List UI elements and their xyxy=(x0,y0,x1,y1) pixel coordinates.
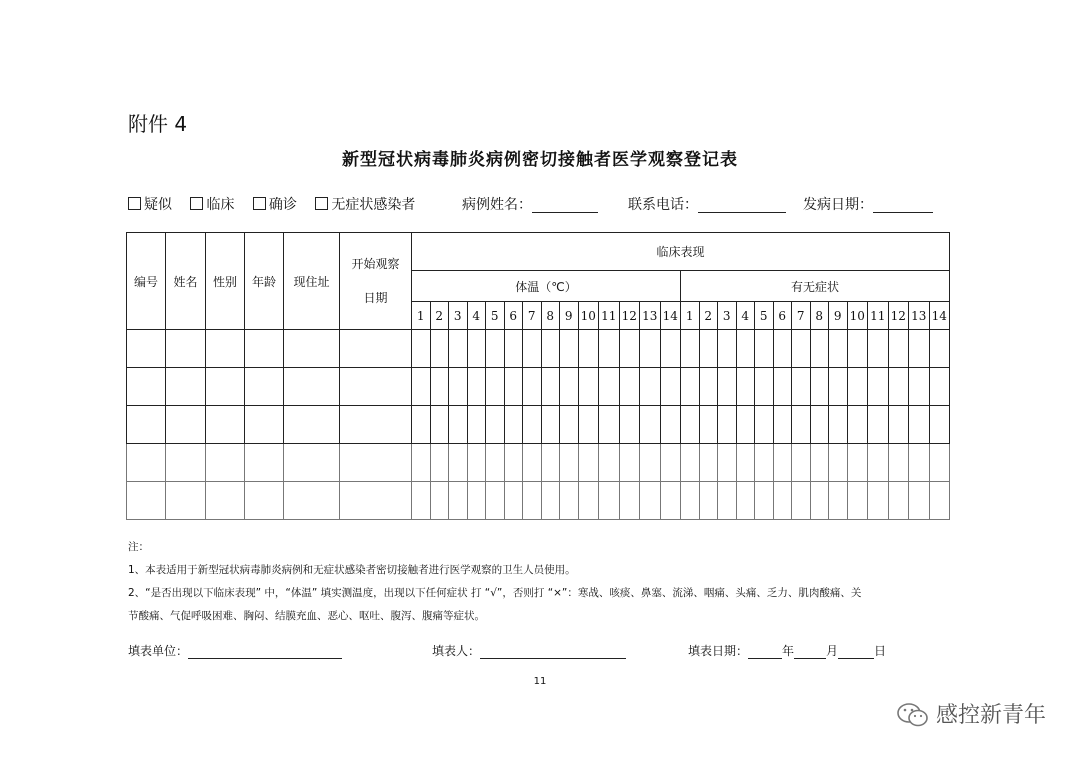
table-cell[interactable] xyxy=(245,406,284,444)
table-cell[interactable] xyxy=(284,406,340,444)
note-3: 节酸痛、气促呼吸困难、胸闷、结膜充血、恶心、呕吐、腹泻、腹痛等症状。 xyxy=(128,610,485,622)
table-cell[interactable] xyxy=(599,368,620,406)
table-cell[interactable] xyxy=(578,444,599,482)
table-cell[interactable] xyxy=(773,330,792,368)
table-cell[interactable] xyxy=(127,406,166,444)
table-cell[interactable] xyxy=(504,330,523,368)
checkbox-icon[interactable] xyxy=(128,197,141,210)
table-cell[interactable] xyxy=(412,406,431,444)
header-temperature: 体温（℃） xyxy=(412,271,681,302)
checkbox-icon[interactable] xyxy=(190,197,203,210)
table-cell[interactable] xyxy=(127,368,166,406)
table-cell[interactable] xyxy=(773,444,792,482)
table-cell[interactable] xyxy=(541,482,560,520)
table-cell[interactable] xyxy=(640,368,661,406)
day-sym-9: 9 xyxy=(829,302,848,330)
table-cell[interactable] xyxy=(206,444,245,482)
header-address: 现住址 xyxy=(284,233,340,330)
table-cell[interactable] xyxy=(909,368,930,406)
table-cell[interactable] xyxy=(868,368,889,406)
table-cell[interactable] xyxy=(486,444,505,482)
table-cell[interactable] xyxy=(245,330,284,368)
table-cell[interactable] xyxy=(909,444,930,482)
day-sym-8: 8 xyxy=(810,302,829,330)
table-cell[interactable] xyxy=(412,444,431,482)
table-cell[interactable] xyxy=(792,444,811,482)
table-cell[interactable] xyxy=(541,330,560,368)
table-cell[interactable] xyxy=(792,482,811,520)
checkbox-icon[interactable] xyxy=(253,197,266,210)
table-cell[interactable] xyxy=(736,482,755,520)
option-suspected[interactable]: 疑似 xyxy=(128,197,172,213)
header-name: 姓名 xyxy=(166,233,206,330)
table-cell[interactable] xyxy=(660,482,681,520)
table-cell[interactable] xyxy=(206,368,245,406)
day-temp-7: 7 xyxy=(523,302,542,330)
header-symptoms: 有无症状 xyxy=(681,271,950,302)
table-cell[interactable] xyxy=(660,330,681,368)
table-cell[interactable] xyxy=(340,330,412,368)
day-sym-13: 13 xyxy=(909,302,930,330)
option-clinical[interactable]: 临床 xyxy=(190,197,234,213)
table-cell[interactable] xyxy=(245,368,284,406)
table-cell[interactable] xyxy=(523,482,542,520)
table-cell[interactable] xyxy=(619,406,640,444)
table-cell[interactable] xyxy=(810,368,829,406)
day-temp-3: 3 xyxy=(449,302,468,330)
note-1: 1、本表适用于新型冠状病毒肺炎病例和无症状感染者密切接触者进行医学观察的卫生人员使用。 xyxy=(128,564,576,576)
header-sex: 性别 xyxy=(206,233,245,330)
checkbox-icon[interactable] xyxy=(315,197,328,210)
table-cell[interactable] xyxy=(929,482,950,520)
registration-table xyxy=(126,232,950,520)
table-cell[interactable] xyxy=(541,444,560,482)
table-cell[interactable] xyxy=(486,482,505,520)
table-cell[interactable] xyxy=(467,482,486,520)
table-cell[interactable] xyxy=(868,444,889,482)
option-confirmed[interactable]: 确诊 xyxy=(253,197,297,213)
table-cell[interactable] xyxy=(868,482,889,520)
table-cell[interactable] xyxy=(560,330,579,368)
table-cell[interactable] xyxy=(619,368,640,406)
table-cell[interactable] xyxy=(681,444,700,482)
day-sym-14: 14 xyxy=(929,302,950,330)
table-cell[interactable] xyxy=(127,482,166,520)
table-cell[interactable] xyxy=(504,444,523,482)
table-row xyxy=(127,368,950,406)
table-cell[interactable] xyxy=(449,406,468,444)
attachment-label: 附件 4 xyxy=(128,112,188,136)
table-cell[interactable] xyxy=(449,444,468,482)
table-cell[interactable] xyxy=(245,444,284,482)
table-cell[interactable] xyxy=(340,444,412,482)
table-cell[interactable] xyxy=(640,330,661,368)
table-cell[interactable] xyxy=(792,368,811,406)
table-cell[interactable] xyxy=(755,406,774,444)
table-cell[interactable] xyxy=(449,482,468,520)
table-cell[interactable] xyxy=(599,330,620,368)
day-temp-14: 14 xyxy=(660,302,681,330)
table-cell[interactable] xyxy=(467,368,486,406)
table-cell[interactable] xyxy=(736,406,755,444)
table-cell[interactable] xyxy=(640,406,661,444)
table-cell[interactable] xyxy=(541,368,560,406)
table-cell[interactable] xyxy=(847,482,868,520)
table-cell[interactable] xyxy=(699,368,718,406)
table-cell[interactable] xyxy=(578,368,599,406)
watermark: 感控新青年 xyxy=(896,698,1046,729)
table-cell[interactable] xyxy=(718,444,737,482)
day-sym-5: 5 xyxy=(755,302,774,330)
notes-label: 注： xyxy=(128,541,149,553)
table-cell[interactable] xyxy=(810,406,829,444)
day-sym-10: 10 xyxy=(847,302,868,330)
form-title: 新型冠状病毒肺炎病例密切接触者医学观察登记表 xyxy=(342,150,738,170)
table-cell[interactable] xyxy=(847,406,868,444)
table-cell[interactable] xyxy=(718,368,737,406)
table-cell[interactable] xyxy=(619,330,640,368)
day-temp-10: 10 xyxy=(578,302,599,330)
table-row xyxy=(127,330,950,368)
table-cell[interactable] xyxy=(847,330,868,368)
table-row xyxy=(127,482,950,520)
table-cell[interactable] xyxy=(718,406,737,444)
note-2: 2、“是否出现以下临床表现” 中，“体温” 填实测温度，出现以下任何症状 打 “√”，否则打 “×”：寒战、咳痰、鼻塞、流涕、咽痛、头痛、乏力、肌肉酸痛、关 xyxy=(128,587,862,599)
table-cell[interactable] xyxy=(909,406,930,444)
table-cell[interactable] xyxy=(810,330,829,368)
table-cell[interactable] xyxy=(467,444,486,482)
table-cell[interactable] xyxy=(599,406,620,444)
option-asymptomatic[interactable]: 无症状感染者 xyxy=(315,197,415,213)
day-temp-6: 6 xyxy=(504,302,523,330)
table-cell[interactable] xyxy=(829,444,848,482)
table-cell[interactable] xyxy=(755,444,774,482)
case-name-field[interactable]: 病例姓名： xyxy=(462,194,598,214)
table-cell[interactable] xyxy=(736,330,755,368)
day-temp-2: 2 xyxy=(430,302,449,330)
fill-unit-field[interactable]: 填表单位： xyxy=(128,642,342,659)
table-cell[interactable] xyxy=(699,406,718,444)
table-cell[interactable] xyxy=(829,482,848,520)
table-cell[interactable] xyxy=(166,330,206,368)
table-cell[interactable] xyxy=(599,482,620,520)
table-cell[interactable] xyxy=(810,482,829,520)
table-cell[interactable] xyxy=(412,482,431,520)
table-cell[interactable] xyxy=(792,406,811,444)
table-cell[interactable] xyxy=(412,330,431,368)
table-cell[interactable] xyxy=(736,444,755,482)
table-cell[interactable] xyxy=(755,482,774,520)
table-cell[interactable] xyxy=(736,368,755,406)
table-cell[interactable] xyxy=(523,444,542,482)
table-cell[interactable] xyxy=(486,330,505,368)
table-cell[interactable] xyxy=(340,368,412,406)
header-start-date: 开始观察 日期 xyxy=(340,233,412,330)
day-temp-12: 12 xyxy=(619,302,640,330)
day-temp-9: 9 xyxy=(560,302,579,330)
table-cell[interactable] xyxy=(909,482,930,520)
table-cell[interactable] xyxy=(166,368,206,406)
table-cell[interactable] xyxy=(166,406,206,444)
table-cell[interactable] xyxy=(430,444,449,482)
table-cell[interactable] xyxy=(699,444,718,482)
table-cell[interactable] xyxy=(166,482,206,520)
table-cell[interactable] xyxy=(340,406,412,444)
table-cell[interactable] xyxy=(660,406,681,444)
table-cell[interactable] xyxy=(523,406,542,444)
day-sym-1: 1 xyxy=(681,302,700,330)
fill-person-field[interactable]: 填表人： xyxy=(432,642,626,659)
table-cell[interactable] xyxy=(245,482,284,520)
day-sym-11: 11 xyxy=(868,302,889,330)
table-cell[interactable] xyxy=(681,330,700,368)
table-cell[interactable] xyxy=(340,482,412,520)
table-cell[interactable] xyxy=(284,482,340,520)
day-temp-13: 13 xyxy=(640,302,661,330)
table-cell[interactable] xyxy=(888,444,909,482)
table-cell[interactable] xyxy=(284,444,340,482)
table-cell[interactable] xyxy=(868,406,889,444)
table-cell[interactable] xyxy=(127,330,166,368)
day-temp-8: 8 xyxy=(541,302,560,330)
table-cell[interactable] xyxy=(560,482,579,520)
header-age: 年龄 xyxy=(245,233,284,330)
table-cell[interactable] xyxy=(699,482,718,520)
table-cell[interactable] xyxy=(412,368,431,406)
table-cell[interactable] xyxy=(449,330,468,368)
fill-date-field[interactable]: 填表日期： 年 月 日 xyxy=(688,644,887,658)
table-cell[interactable] xyxy=(829,330,848,368)
table-cell[interactable] xyxy=(755,368,774,406)
table-cell[interactable] xyxy=(504,368,523,406)
table-cell[interactable] xyxy=(430,406,449,444)
table-cell[interactable] xyxy=(888,406,909,444)
table-cell[interactable] xyxy=(504,406,523,444)
table-cell[interactable] xyxy=(640,482,661,520)
day-sym-3: 3 xyxy=(718,302,737,330)
table-cell[interactable] xyxy=(640,444,661,482)
table-cell[interactable] xyxy=(792,330,811,368)
table-cell[interactable] xyxy=(929,330,950,368)
table-cell[interactable] xyxy=(681,368,700,406)
day-temp-11: 11 xyxy=(599,302,620,330)
table-cell[interactable] xyxy=(681,482,700,520)
table-cell[interactable] xyxy=(888,482,909,520)
table-cell[interactable] xyxy=(699,330,718,368)
table-cell[interactable] xyxy=(888,368,909,406)
table-cell[interactable] xyxy=(166,444,206,482)
day-sym-4: 4 xyxy=(736,302,755,330)
table-cell[interactable] xyxy=(560,368,579,406)
table-cell[interactable] xyxy=(578,482,599,520)
table-cell[interactable] xyxy=(929,368,950,406)
table-cell[interactable] xyxy=(578,330,599,368)
header-number: 编号 xyxy=(127,233,166,330)
table-cell[interactable] xyxy=(523,368,542,406)
table-cell[interactable] xyxy=(660,368,681,406)
table-cell[interactable] xyxy=(773,368,792,406)
table-cell[interactable] xyxy=(486,368,505,406)
table-cell[interactable] xyxy=(430,368,449,406)
header-clinical: 临床表现 xyxy=(412,233,950,271)
day-sym-12: 12 xyxy=(888,302,909,330)
table-cell[interactable] xyxy=(619,444,640,482)
day-temp-4: 4 xyxy=(467,302,486,330)
table-cell[interactable] xyxy=(560,406,579,444)
table-cell[interactable] xyxy=(847,368,868,406)
table-cell[interactable] xyxy=(430,482,449,520)
table-cell[interactable] xyxy=(541,406,560,444)
day-temp-5: 5 xyxy=(486,302,505,330)
table-cell[interactable] xyxy=(430,330,449,368)
table-cell[interactable] xyxy=(206,330,245,368)
case-type-options xyxy=(128,194,429,214)
table-cell[interactable] xyxy=(718,330,737,368)
day-sym-6: 6 xyxy=(773,302,792,330)
table-cell[interactable] xyxy=(486,406,505,444)
table-cell[interactable] xyxy=(599,444,620,482)
table-cell[interactable] xyxy=(909,330,930,368)
table-cell[interactable] xyxy=(829,368,848,406)
table-cell[interactable] xyxy=(127,444,166,482)
table-cell[interactable] xyxy=(206,406,245,444)
onset-date-field[interactable]: 发病日期： xyxy=(803,194,933,214)
table-cell[interactable] xyxy=(560,444,579,482)
table-cell[interactable] xyxy=(449,368,468,406)
table-cell[interactable] xyxy=(888,330,909,368)
table-cell[interactable] xyxy=(755,330,774,368)
table-cell[interactable] xyxy=(206,482,245,520)
table-cell[interactable] xyxy=(467,406,486,444)
table-cell[interactable] xyxy=(284,368,340,406)
table-row xyxy=(127,444,950,482)
day-sym-2: 2 xyxy=(699,302,718,330)
table-cell[interactable] xyxy=(619,482,640,520)
table-cell[interactable] xyxy=(681,406,700,444)
table-cell[interactable] xyxy=(718,482,737,520)
table-cell[interactable] xyxy=(504,482,523,520)
notes xyxy=(128,536,948,628)
table-cell[interactable] xyxy=(467,330,486,368)
table-cell[interactable] xyxy=(773,406,792,444)
page-number: 11 xyxy=(533,676,547,687)
table-cell[interactable] xyxy=(810,444,829,482)
table-cell[interactable] xyxy=(829,406,848,444)
table-cell[interactable] xyxy=(929,444,950,482)
day-sym-7: 7 xyxy=(792,302,811,330)
phone-field[interactable]: 联系电话： xyxy=(628,194,786,214)
table-cell[interactable] xyxy=(847,444,868,482)
day-temp-1: 1 xyxy=(412,302,431,330)
table-cell[interactable] xyxy=(868,330,889,368)
table-cell[interactable] xyxy=(523,330,542,368)
table-cell[interactable] xyxy=(578,406,599,444)
table-cell[interactable] xyxy=(660,444,681,482)
table-row xyxy=(127,406,950,444)
table-cell[interactable] xyxy=(284,330,340,368)
table-cell[interactable] xyxy=(929,406,950,444)
wechat-icon xyxy=(896,702,930,728)
table-cell[interactable] xyxy=(773,482,792,520)
